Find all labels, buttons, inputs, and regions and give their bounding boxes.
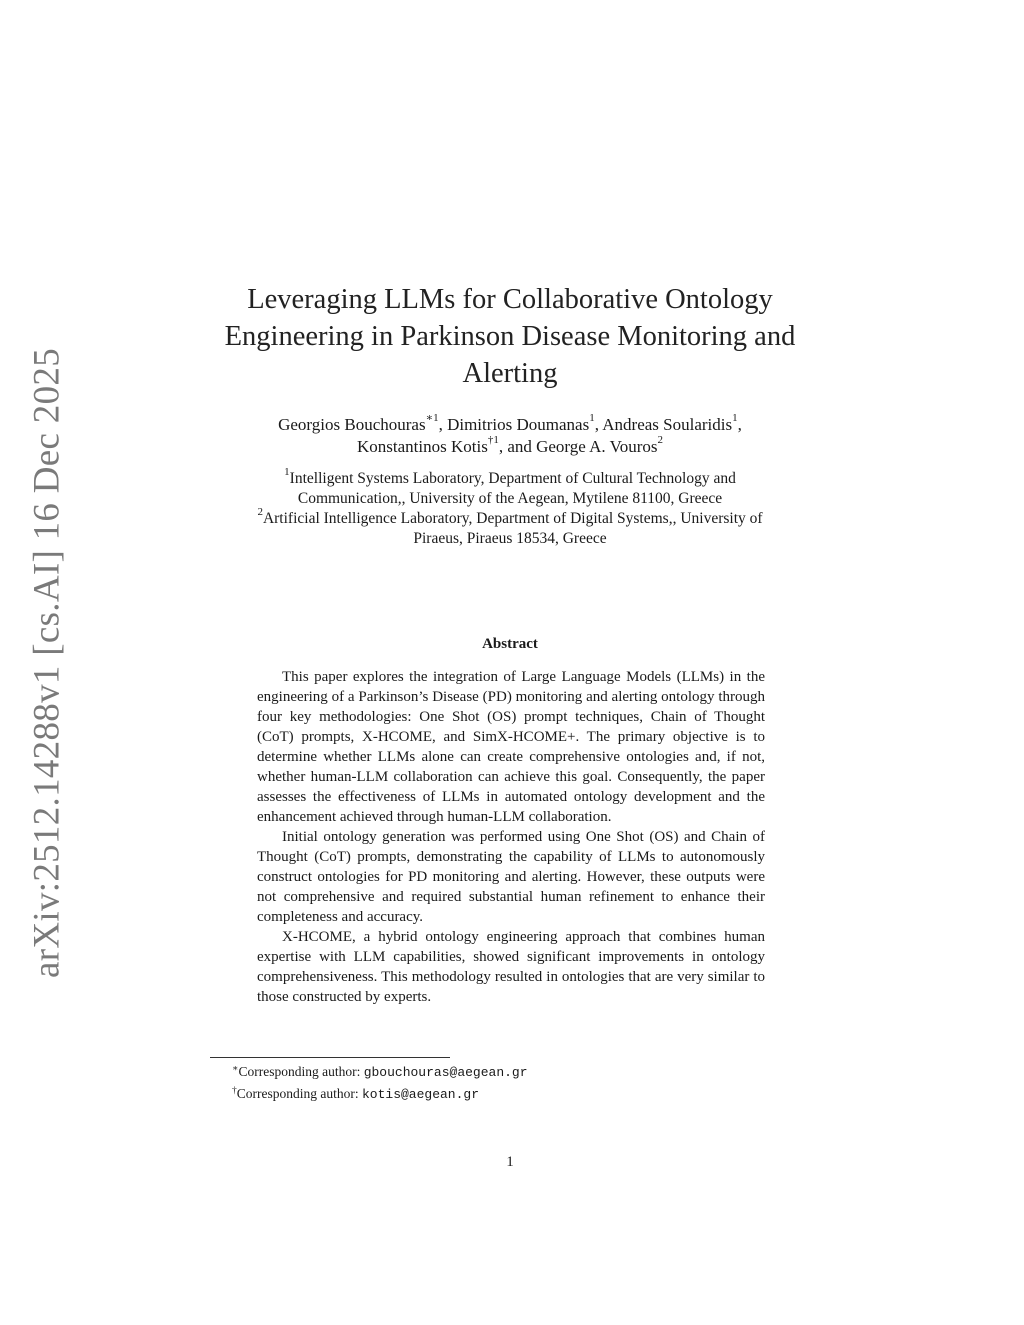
abstract-paragraph: X-HCOME, a hybrid ontology engineering approach that combines human expertise with LLM capabilities, showed significant improvements in ontology comprehensiveness. This methodology resulted in ontologies that are very similar to those constructed by experts. [257,929,765,1005]
affiliation-mark: 1 [284,465,290,478]
footnote [232,1062,528,1084]
title-line: Engineering in Parkinson Disease Monitoring and [224,321,796,352]
author-mark: 1 [732,412,738,425]
affiliation-text: Intelligent Systems Laboratory, Department of Cultural Technology and [289,470,736,487]
footnote-email-link[interactable]: gbouchouras@aegean.gr [363,1065,528,1080]
author-name: Georgios Bouchouras [278,415,426,434]
affiliation-line [190,465,830,489]
author-line [200,436,820,458]
footnote-label: Corresponding author: [238,1064,364,1079]
footnote-mark: † [232,1086,237,1096]
abstract-paragraph: Initial ontology generation was performed using One Shot (OS) and Chain of Thought (CoT) prompts, demonstrating the capability of LLMs to autonomously construct ontologies for PD monitoring and alerting. However, these outputs were not comprehensive and required substantial human refinement to enhance their completeness and accuracy. [257,829,765,925]
abstract-paragraph: This paper explores the integration of Large Language Models (LLMs) in the engineering of a Parkinson’s Disease (PD) monitoring and alerting ontology through four key methodologies: One Shot (OS) prompt techniques, Chain of Thought (CoT) prompts, X-HCOME, and SimX-HCOME+. The primary objective is to determine whether LLMs alone can create comprehensive ontologies and, if not, whether human-LLM collaboration can achieve this goal. Consequently, the paper assesses the effectiveness of LLMs in automated ontology development and the enhancement achieved through human-LLM collaboration. [257,669,765,825]
affiliation-mark: 2 [257,505,263,518]
author-mark: †1 [487,434,499,447]
author-mark: 2 [657,434,663,447]
affiliation-line: Piraeus, Piraeus 18534, Greece [413,530,607,547]
author-name: , Andreas Soularidis [594,415,733,434]
abstract-heading: Abstract [482,636,538,652]
affiliation-text: Artificial Intelligence Laboratory, Department of Digital Systems,, University of [262,510,763,527]
author-name: Konstantinos Kotis [357,437,488,456]
page-number: 1 [506,1154,514,1170]
footnote-label: Corresponding author: [236,1086,362,1101]
footnote-divider [210,1057,450,1058]
footnote-mark: ∗ [232,1064,239,1074]
author-mark: ∗1 [425,412,439,425]
footnote [232,1084,528,1106]
affiliations [190,465,830,549]
author-mark: 1 [589,412,595,425]
footnotes [232,1062,528,1106]
footnote-email-link[interactable]: kotis@aegean.gr [361,1087,480,1102]
author-name: , and George A. Vouros [498,437,658,456]
arxiv-identifier: arXiv:2512.14288v1 [cs.AI] 16 Dec 2025 [26,348,68,978]
author-line [200,414,820,436]
affiliation-line: Communication,, University of the Aegean, Mytilene 81100, Greece [297,490,723,507]
author-separator: , [737,415,742,434]
title-line: Alerting [462,358,558,389]
abstract-body [257,667,765,1007]
title-line: Leveraging LLMs for Collaborative Ontology [247,284,773,315]
author-list [200,414,820,458]
affiliation-line [190,505,830,529]
paper-title [210,281,810,392]
author-name: , Dimitrios Doumanas [438,415,590,434]
